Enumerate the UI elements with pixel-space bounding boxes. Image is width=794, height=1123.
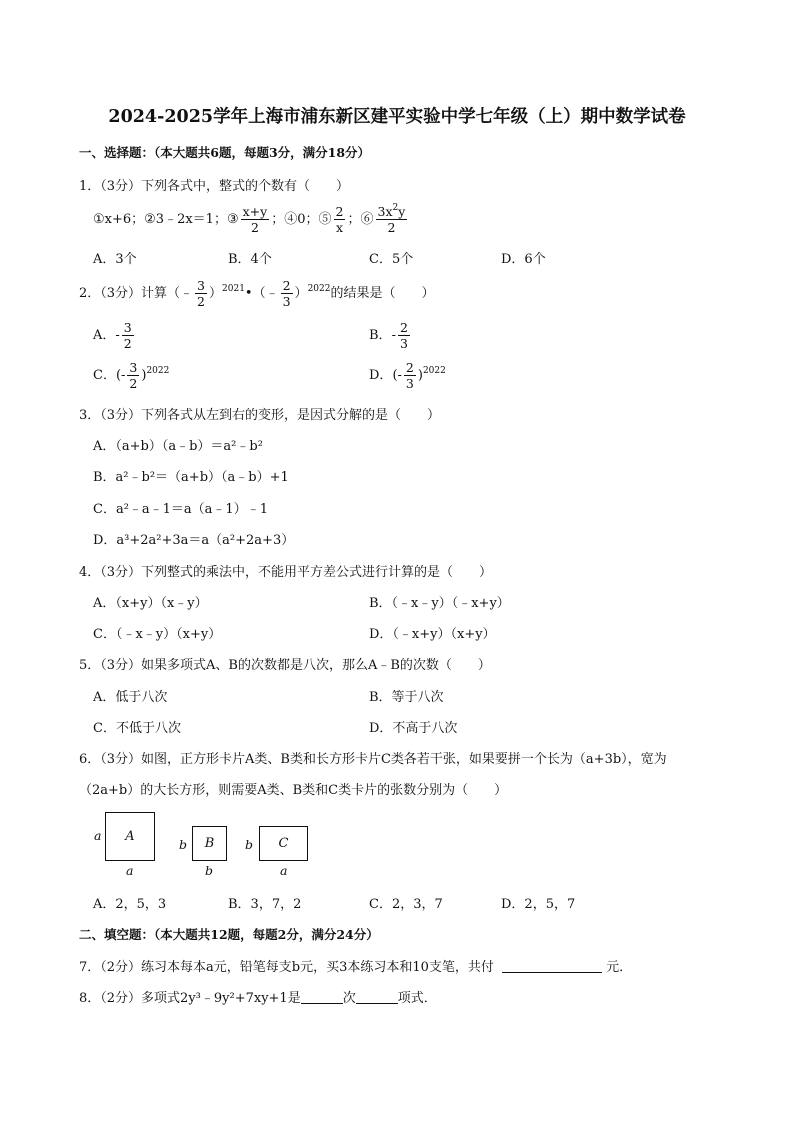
card-c-bottom-label: a bbox=[280, 863, 288, 878]
question-4-stem: 4．（3分）下列整式的乘法中，不能用平方差公式进行计算的是（ ） bbox=[79, 565, 493, 580]
card-c-side-label: b bbox=[245, 837, 254, 852]
q6-option-b: B．3，7，2 bbox=[228, 897, 302, 912]
card-a: A bbox=[105, 812, 155, 861]
q1-expr-4: ④0； bbox=[284, 212, 319, 227]
question-1-expressions: ①x+6；②3﹣2x＝1；③ $\frac{x+y}{2}$ ；④0；⑤ $\frac{2}{x}$ ；⑥ $\frac{3x^2y}{2}$ bbox=[93, 203, 406, 235]
question-5-stem: 5．（3分）如果多项式A、B的次数都是八次，那么A﹣B的次数（ ） bbox=[79, 658, 491, 673]
q7-text: 7．（2分）练习本每本a元，铅笔每支b元，买3本练习本和10支笔，共付 bbox=[79, 960, 494, 975]
q1-expr-6-prefix: ⑥ bbox=[360, 212, 374, 227]
question-6-stem-line2: （2a+b）的大长方形，则需要A类、B类和C类卡片的张数分别为（ ） bbox=[79, 783, 508, 798]
q6-option-d: D．2，5，7 bbox=[501, 897, 576, 912]
q7-suffix: 元． bbox=[606, 960, 633, 975]
q4-option-b: B．（﹣x﹣y）（﹣x+y） bbox=[369, 596, 510, 611]
q2-fraction-2: $\frac{2}{3}$ bbox=[282, 278, 291, 309]
q4-option-a: A．（x+y）（x﹣y） bbox=[93, 596, 208, 611]
q2-fraction-1: $\frac{3}{2}$ bbox=[197, 278, 205, 309]
q3-option-c: C．a²﹣a﹣1＝a（a﹣1）﹣1 bbox=[93, 502, 268, 517]
card-b-bottom-label: b bbox=[205, 863, 214, 878]
q1-expr-5-fraction: $\frac{2}{x}$ bbox=[335, 204, 344, 235]
card-a-side-label: a bbox=[94, 828, 102, 843]
q1-option-b: B．4个 bbox=[228, 252, 272, 267]
card-c: C bbox=[259, 826, 308, 861]
q1-option-d: D．6个 bbox=[501, 252, 546, 267]
page-title: 2024-2025学年上海市浦东新区建平实验中学七年级（上）期中数学试卷 bbox=[108, 107, 686, 127]
q2-option-c: C．(- $\frac{3}{2}$ )$^{2022}$ bbox=[93, 360, 170, 391]
q5-option-b: B．等于八次 bbox=[369, 690, 444, 705]
q8-answer-blank-2[interactable] bbox=[356, 991, 398, 1004]
q1-option-c: C．5个 bbox=[369, 252, 414, 267]
q1-expr-6-fraction: $\frac{3x^2y}{2}$ bbox=[377, 203, 406, 235]
q8-suffix: 项式． bbox=[397, 991, 437, 1006]
q3-option-b: B．a²﹣b²＝（a+b）（a﹣b）+1 bbox=[93, 470, 289, 485]
q6-option-c: C．2，3，7 bbox=[369, 897, 443, 912]
q7-answer-blank[interactable] bbox=[502, 960, 602, 973]
q3-option-a: A．（a+b）（a﹣b）＝a²﹣b² bbox=[93, 439, 263, 454]
q1-option-a: A．3个 bbox=[93, 252, 137, 267]
q5-option-d: D．不高于八次 bbox=[369, 721, 458, 736]
q2-option-b: B．- $\frac{2}{3}$ bbox=[369, 320, 408, 351]
q4-option-d: D．（﹣x+y）（x+y） bbox=[369, 627, 496, 642]
card-b: B bbox=[192, 826, 227, 861]
card-b-side-label: b bbox=[179, 837, 188, 852]
question-7 bbox=[79, 956, 632, 975]
question-6-stem-line1: 6．（3分）如图，正方形卡片A类、B类和长方形卡片C类各若干张，如果要拼一个长为（a+3b），宽为 bbox=[79, 752, 667, 767]
q5-option-a: A．低于八次 bbox=[93, 690, 168, 705]
q1-expr-5-prefix: ⑤ bbox=[318, 212, 332, 227]
q8-mid: 次 bbox=[342, 991, 356, 1006]
question-2-stem: 2．（3分）计算（﹣ $\frac{3}{2}$ ）$^{2021}$•（﹣ $\frac{2}{3}$ ）$^{2022}$的结果是（ ） bbox=[79, 278, 435, 309]
section-header-choice: 一、选择题：（本大题共6题，每题3分，满分18分） bbox=[79, 145, 371, 160]
q1-expr-1: ①x+6； bbox=[93, 212, 145, 227]
q1-expr-3-prefix: ③ bbox=[226, 212, 239, 227]
q2-option-a: A．- $\frac{3}{2}$ bbox=[93, 320, 132, 351]
question-3-stem: 3．（3分）下列各式从左到右的变形，是因式分解的是（ ） bbox=[79, 408, 441, 423]
section-header-fill-in: 二、填空题：（本大题共12题，每题2分，满分24分） bbox=[79, 927, 379, 942]
q8-answer-blank-1[interactable] bbox=[301, 991, 343, 1004]
q3-option-d: D．a³+2a²+3a＝a（a²+2a+3） bbox=[93, 533, 295, 548]
q4-option-c: C．（﹣x﹣y）（x+y） bbox=[93, 627, 222, 642]
question-8 bbox=[79, 987, 437, 1006]
q8-prefix: 8．（2分）多项式2y³﹣9y²+7xy+1是 bbox=[79, 991, 301, 1006]
q2-option-d: D．(- $\frac{2}{3}$ )$^{2022}$ bbox=[369, 360, 446, 391]
q5-option-c: C．不低于八次 bbox=[93, 721, 181, 736]
q1-expr-2: ②3﹣2x＝1； bbox=[144, 212, 227, 227]
card-a-bottom-label: a bbox=[126, 863, 134, 878]
q6-option-a: A．2，5，3 bbox=[93, 897, 167, 912]
q1-expr-3-fraction: $\frac{x+y}{2}$ bbox=[242, 204, 268, 235]
question-1-stem: 1．（3分）下列各式中，整式的个数有（ ） bbox=[79, 179, 350, 194]
